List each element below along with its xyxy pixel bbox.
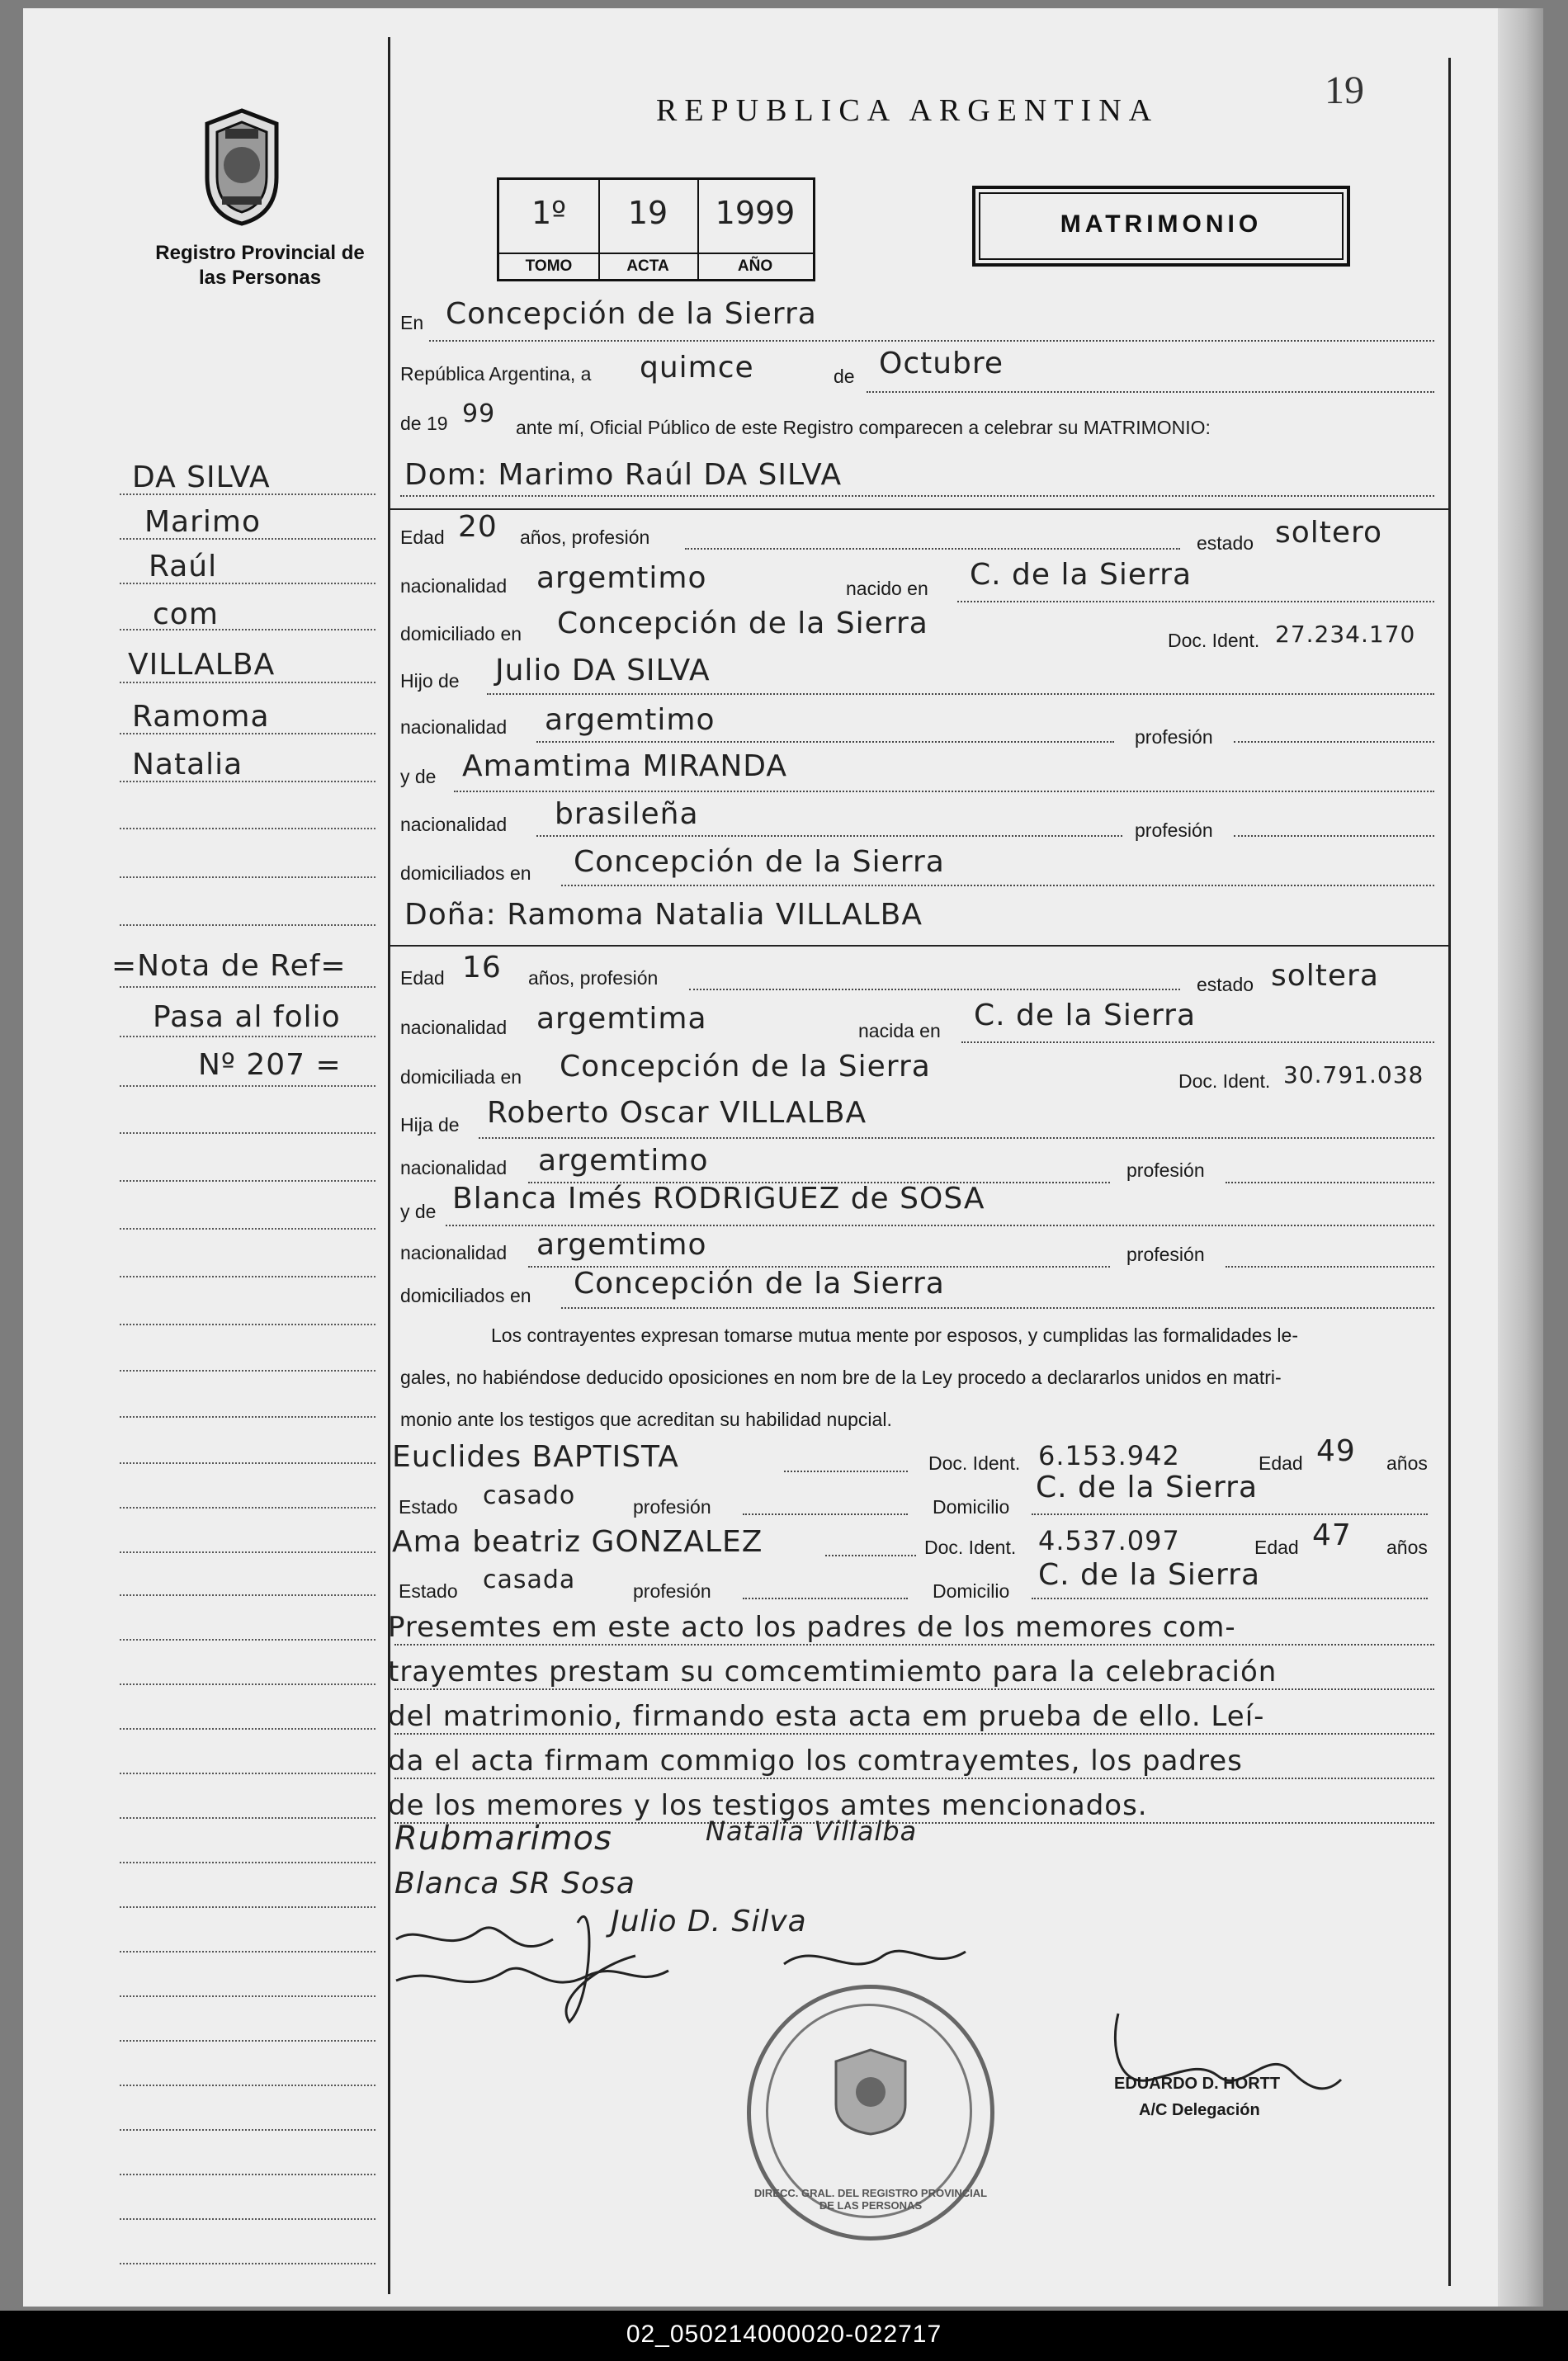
witness-1-edad-label: Edad (1259, 1452, 1303, 1474)
declaration-line-2: gales, no habiéndose deducido oposiciones en nom bre de la Ley procedo a declararlos unidos en matri- (400, 1367, 1282, 1388)
margin-line (120, 1132, 375, 1134)
witness-1-name: Euclides BAPTISTA (392, 1440, 679, 1474)
margin-line (120, 1416, 375, 1418)
month-value: Octubre (879, 347, 1004, 380)
note-line-4: da el acta firmam commigo los comtrayemtes, los padres (388, 1745, 1243, 1778)
witness-2-doc-label: Doc. Ident. (924, 1537, 1017, 1558)
groom-father-profesion-label: profesión (1135, 726, 1213, 748)
witness-1-doc: 6.153.942 (1038, 1440, 1180, 1471)
bride-edad-label: Edad (400, 967, 445, 989)
witness-2-estado: casada (483, 1565, 576, 1594)
margin-line (120, 1085, 375, 1087)
bride-nacionalidad-label: nacionalidad (400, 1017, 508, 1038)
book-spine (1498, 8, 1543, 2307)
groom-mother-line (454, 791, 1434, 792)
groom-doc-label: Doc. Ident. (1168, 630, 1260, 651)
bride-domiciliados-label: domiciliados en (400, 1285, 531, 1306)
country-title: REPUBLICA ARGENTINA (656, 93, 1159, 128)
margin-line (120, 1639, 375, 1641)
groom-nacido-line (957, 601, 1434, 602)
groom-mother-nac-line (536, 835, 1122, 837)
bride-mother-nac: argemtimo (536, 1228, 707, 1262)
margin-name-groom-1: Marimo (144, 505, 262, 539)
margin-name-groom-2: Raúl (149, 550, 218, 583)
groom-father-nac-line (536, 741, 1114, 743)
witness-1-doc-label: Doc. Ident. (928, 1452, 1021, 1474)
groom-nacionalidad: argemtimo (536, 561, 707, 595)
margin-line (120, 2174, 375, 2175)
declaration-line-3: monio ante los testigos que acreditan su habilidad nupcial. (400, 1409, 892, 1430)
witness-2-doc: 4.537.097 (1038, 1525, 1180, 1556)
document-id: 02_050214000020-022717 (626, 2321, 942, 2348)
witness-2-dom-line (1032, 1598, 1428, 1599)
margin-line (120, 1036, 375, 1037)
witness-2-name-line (825, 1555, 916, 1556)
witness-1-domicilio: C. de la Sierra (1036, 1471, 1259, 1504)
bride-hija-label: Hija de (400, 1114, 460, 1136)
groom-yde-label: y de (400, 766, 437, 787)
bride-father-prof-line (1226, 1182, 1434, 1183)
bride-father-line (479, 1137, 1434, 1139)
folio-number: 19 (1325, 68, 1364, 112)
witness-1-profesion-label: profesión (633, 1496, 711, 1518)
bride-domiciliada-label: domiciliada en (400, 1066, 522, 1088)
margin-line (120, 2263, 375, 2264)
note-line (394, 1778, 1434, 1779)
margin-line (120, 1370, 375, 1372)
groom-edad-label: Edad (400, 527, 445, 548)
bride-separator (390, 945, 1448, 947)
bride-parents-dom: Concepción de la Sierra (574, 1267, 945, 1301)
groom-father-nac: argemtimo (545, 703, 716, 737)
declaration-line-1: Los contrayentes expresan tomarse mutua mente por esposos, y cumplidas las formalidades le- (491, 1325, 1298, 1346)
margin-line (120, 1995, 375, 1997)
groom-father-line (487, 693, 1434, 695)
signature-bride: Natalia Villalba (706, 1816, 918, 1847)
right-border (1448, 58, 1451, 2286)
margin-name-bride-1: Ramoma (132, 700, 270, 734)
margin-line (120, 1951, 375, 1953)
bride-mother-prof-line (1226, 1266, 1434, 1268)
witness-2-age: 47 (1312, 1518, 1352, 1552)
witness-2-edad-label: Edad (1254, 1537, 1299, 1558)
bride-profesion-line (689, 989, 1180, 990)
bride-father: Roberto Oscar VILLALBA (487, 1096, 867, 1130)
bride-nacida: C. de la Sierra (974, 999, 1197, 1032)
margin-line (120, 1324, 375, 1325)
note-line (394, 1733, 1434, 1735)
witness-1-domicilio-label: Domicilio (933, 1496, 1010, 1518)
note-line-5: de los memores y los testigos amtes mencionados. (388, 1789, 1148, 1822)
groom-name-line (400, 495, 1434, 497)
note-line-1: Presemtes em este acto los padres de los memores com- (388, 1611, 1236, 1644)
bride-yde-label: y de (400, 1201, 437, 1222)
ano-label: AÑO (697, 253, 813, 279)
margin-line (120, 1683, 375, 1685)
margin-note-line-3: Nº 207 = (198, 1048, 342, 1082)
witness-2-prof-line (743, 1598, 908, 1599)
margin-surname-bride: VILLALBA (128, 648, 276, 682)
note-line (394, 1644, 1434, 1646)
groom-estado-label: estado (1197, 532, 1254, 554)
bride-mother-line (446, 1225, 1434, 1226)
margin-line (120, 1906, 375, 1908)
margin-line (120, 1773, 375, 1774)
margin-line (120, 1551, 375, 1553)
margin-line (120, 1507, 375, 1509)
bride-parents-dom-line (561, 1307, 1434, 1309)
acta-cell (598, 180, 699, 279)
groom-doc: 27.234.170 (1275, 621, 1416, 648)
margin-line (120, 1180, 375, 1182)
margin-line (120, 924, 375, 926)
groom-parents-dom: Concepción de la Sierra (574, 845, 945, 879)
margin-surname-groom: DA SILVA (132, 460, 271, 494)
margin-line (120, 1862, 375, 1863)
margin-line (120, 2040, 375, 2042)
groom-nacido-label: nacido en (846, 578, 928, 599)
year-suffix: 99 (462, 399, 496, 428)
official-title: A/C Delegación (1139, 2101, 1260, 2119)
bride-doc-label: Doc. Ident. (1178, 1070, 1271, 1092)
acta-value: 19 (627, 195, 668, 231)
groom-parents-dom-line (561, 885, 1434, 886)
margin-line (120, 876, 375, 878)
witness-1-prof-line (743, 1513, 908, 1515)
groom-father-nac-label: nacionalidad (400, 716, 508, 738)
groom-name: Dom: Marimo Raúl DA SILVA (404, 458, 843, 492)
margin-line (120, 2129, 375, 2131)
official-name: EDUARDO D. HORTT (1114, 2075, 1281, 2093)
margin-line (120, 1276, 375, 1277)
witness-2-profesion-label: profesión (633, 1580, 711, 1602)
bride-father-nac-label: nacionalidad (400, 1157, 508, 1178)
bride-age: 16 (462, 951, 502, 985)
witness-1-estado-label: Estado (399, 1496, 458, 1518)
republica-label: República Argentina, a (400, 363, 592, 385)
bride-doc: 30.791.038 (1283, 1061, 1424, 1088)
margin-note-line-2: Pasa al folio (153, 1000, 341, 1034)
bride-mother-profesion-label: profesión (1126, 1244, 1205, 1265)
witness-2-domicilio-label: Domicilio (933, 1580, 1010, 1602)
bride-nacida-line (961, 1041, 1434, 1043)
margin-conjunction: com (153, 597, 219, 631)
month-line (867, 391, 1434, 393)
bride-nacionalidad: argemtima (536, 1002, 707, 1036)
groom-profesion-label: años, profesión (520, 527, 650, 548)
de-label: de (834, 366, 855, 387)
witness-1-anos-label: años (1386, 1452, 1428, 1474)
witness-2-estado-label: Estado (399, 1580, 458, 1602)
groom-separator (390, 508, 1448, 510)
day-value: quimce (640, 351, 754, 385)
provincial-seal-icon (201, 107, 283, 227)
witness-1-estado: casado (483, 1481, 576, 1510)
official-stamp (747, 1985, 994, 2241)
tomo-acta-ano-box (497, 177, 815, 281)
signature-bride-mother: Blanca SR Sosa (394, 1867, 635, 1901)
bride-estado-label: estado (1197, 974, 1254, 995)
official-signature-scribble (1102, 1997, 1349, 2146)
margin-line (120, 682, 375, 683)
groom-father-prof-line (1234, 741, 1434, 743)
groom-mother-prof-line (1234, 835, 1434, 837)
bride-mother-nac-label: nacionalidad (400, 1242, 508, 1263)
groom-mother-profesion-label: profesión (1135, 819, 1213, 841)
margin-line (120, 1817, 375, 1819)
groom-domiciliados-label: domiciliados en (400, 862, 531, 884)
groom-nacionalidad-label: nacionalidad (400, 575, 508, 597)
note-line-2: trayemtes prestam su comcemtimiemto para la celebración (388, 1655, 1278, 1688)
comparecen-text: ante mí, Oficial Público de este Registro comparecen a celebrar su MATRIMONIO: (516, 417, 1211, 438)
witness-1-dom-line (1032, 1513, 1428, 1515)
groom-age: 20 (458, 510, 498, 544)
tomo-label: TOMO (499, 253, 598, 279)
groom-nacido: C. de la Sierra (970, 558, 1193, 592)
groom-hijo-label: Hijo de (400, 670, 460, 692)
groom-father: Julio DA SILVA (495, 654, 711, 687)
margin-line (120, 986, 375, 988)
act-type-box (972, 186, 1350, 267)
bride-mother: Blanca Imés RODRIGUEZ de SOSA (452, 1182, 985, 1216)
bride-nacida-label: nacida en (858, 1020, 941, 1041)
witness-1-name-line (784, 1471, 908, 1472)
groom-profesion-line (685, 548, 1180, 550)
bride-father-nac: argemtimo (538, 1144, 709, 1178)
bride-estado: soltera (1271, 959, 1379, 993)
margin-name-bride-2: Natalia (132, 748, 243, 781)
signature-groom-father: Julio D. Silva (611, 1905, 807, 1938)
witness-2-anos-label: años (1386, 1537, 1428, 1558)
year-prefix: de 19 (400, 413, 448, 434)
registry-name: Registro Provincial de las Personas (155, 242, 365, 289)
groom-estado: soltero (1275, 516, 1383, 550)
witness-1-age: 49 (1316, 1434, 1356, 1468)
signature-groom: Rubmarimos (394, 1820, 612, 1858)
groom-domiciliado-label: domiciliado en (400, 623, 522, 645)
bride-name: Doña: Ramoma Natalia VILLALBA (404, 898, 923, 932)
witness-2-domicilio: C. de la Sierra (1038, 1558, 1261, 1592)
ano-cell (697, 180, 813, 279)
bride-profesion-label: años, profesión (528, 967, 659, 989)
margin-line (120, 1462, 375, 1464)
margin-line (120, 1728, 375, 1730)
act-type-label: MATRIMONIO (1060, 210, 1263, 238)
groom-mother: Amamtima MIRANDA (462, 749, 788, 783)
witness-2-name: Ama beatriz GONZALEZ (392, 1525, 763, 1559)
ano-value: 1999 (715, 195, 796, 231)
place-line (429, 340, 1434, 342)
groom-mother-nac: brasileña (555, 797, 699, 831)
stamp-emblem-icon (829, 2047, 912, 2137)
note-line (394, 1688, 1434, 1690)
groom-mother-nac-label: nacionalidad (400, 814, 508, 835)
margin-line (120, 1594, 375, 1596)
margin-line (120, 1228, 375, 1230)
margin-note-title: =Nota de Ref= (111, 949, 347, 983)
stamp-text: DIRECC. GRAL. DEL REGISTRO PROVINCIAL DE LAS PERSONAS (753, 2187, 988, 2212)
en-label: En (400, 312, 424, 333)
tomo-cell (499, 180, 600, 279)
note-line-3: del matrimonio, firmando esta acta em prueba de ello. Leí- (388, 1700, 1265, 1733)
place-of-marriage: Concepción de la Sierra (446, 297, 817, 331)
scan-footer (0, 2311, 1568, 2361)
groom-domicilio: Concepción de la Sierra (557, 607, 928, 640)
margin-line (120, 2218, 375, 2220)
acta-label: ACTA (598, 253, 697, 279)
margin-line (120, 2085, 375, 2086)
bride-domicilio: Concepción de la Sierra (560, 1050, 931, 1084)
tomo-value: 1º (531, 195, 567, 231)
bride-father-profesion-label: profesión (1126, 1159, 1205, 1181)
margin-line (120, 828, 375, 829)
